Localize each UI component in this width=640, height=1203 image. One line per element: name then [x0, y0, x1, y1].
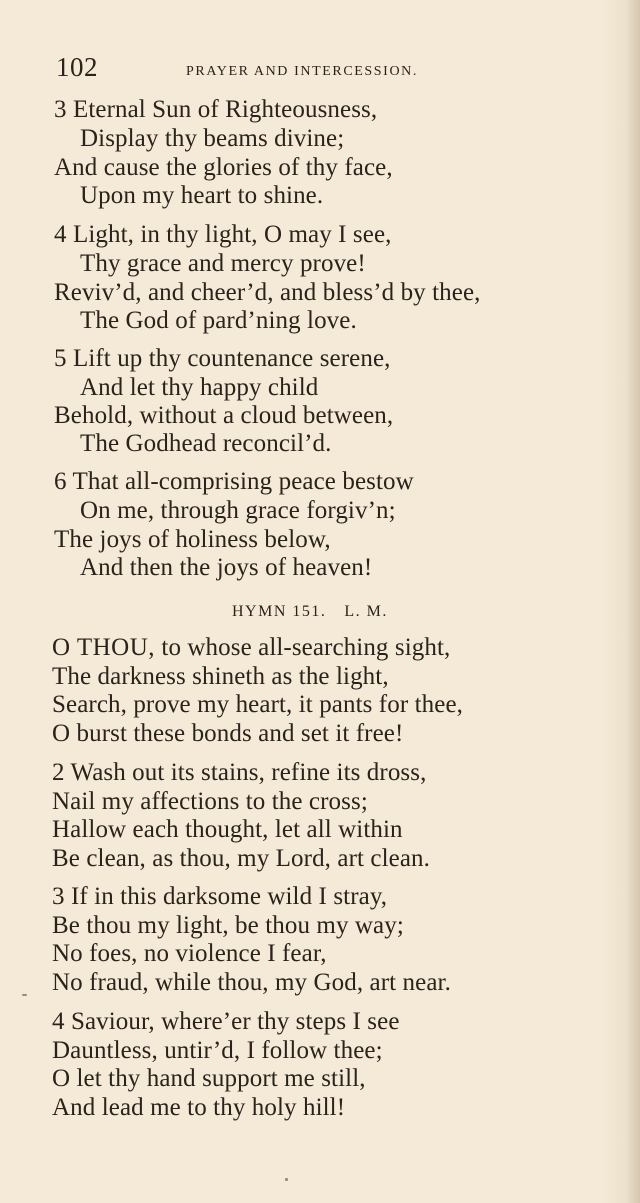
running-head: PRAYER AND INTERCESSION. [186, 64, 418, 79]
verse-line-text: to whose all-searching sight, [155, 634, 451, 661]
verse-line: Upon my heart to shine. [80, 182, 324, 209]
verse-line: Display thy beams divine; [80, 125, 345, 152]
verse-line: And lead me to thy holy hill! [52, 1094, 346, 1121]
verse-line: Search, prove my heart, it pants for thee, [52, 691, 463, 718]
verse-line: And let thy happy child [80, 374, 319, 401]
verse-line: And then the joys of heaven! [80, 554, 373, 581]
verse-line: 4 Saviour, where’er thy steps I see [52, 1008, 400, 1035]
verse-line: On me, through grace forgiv’n; [80, 497, 396, 524]
verse-line: O let thy hand support me still, [52, 1065, 366, 1092]
verse-line: Dauntless, untir’d, I follow thee; [52, 1037, 383, 1064]
verse-line: No foes, no violence I fear, [52, 940, 327, 967]
verse-line [52, 635, 450, 660]
verse-line: No fraud, while thou, my God, art near. [52, 969, 451, 996]
hymn-heading [232, 603, 388, 621]
verse-line: The darkness shineth as the light, [52, 663, 389, 690]
verse-line: 3 Eternal Sun of Righteousness, [54, 96, 378, 123]
verse-line: O burst these bonds and set it free! [52, 720, 404, 747]
verse-line: And cause the glories of thy face, [54, 154, 393, 181]
opening-words: O THOU, [52, 634, 156, 661]
hymn-number: HYMN 151. [232, 603, 327, 620]
verse-line: 6 That all-comprising peace bestow [54, 468, 414, 495]
verse-line: 2 Wash out its stains, refine its dross, [52, 759, 427, 786]
verse-line: 5 Lift up thy countenance serene, [54, 345, 391, 372]
verse-line: Reviv’d, and cheer’d, and bless’d by thee, [54, 279, 481, 306]
verse-line: Behold, without a cloud between, [54, 402, 394, 429]
verse-line: Be clean, as thou, my Lord, art clean. [52, 845, 430, 872]
verse-line: Nail my affections to the cross; [52, 788, 368, 815]
verse-line: The joys of holiness below, [54, 526, 331, 553]
paper-speck [285, 1178, 288, 1181]
hymn-meter: L. M. [344, 603, 388, 620]
verse-line: 4 Light, in thy light, O may I see, [54, 221, 392, 248]
verse-line: Thy grace and mercy prove! [80, 250, 366, 277]
page-edge-shadow [626, 0, 640, 1203]
verse-line: The God of pard’ning love. [80, 307, 357, 334]
page-number: 102 [56, 52, 98, 82]
paper-speck [22, 994, 27, 996]
verse-line: The Godhead reconcil’d. [80, 430, 332, 457]
verse-line: 3 If in this darksome wild I stray, [52, 883, 388, 910]
verse-line: Hallow each thought, let all within [52, 816, 403, 843]
verse-line: Be thou my light, be thou my way; [52, 912, 404, 939]
